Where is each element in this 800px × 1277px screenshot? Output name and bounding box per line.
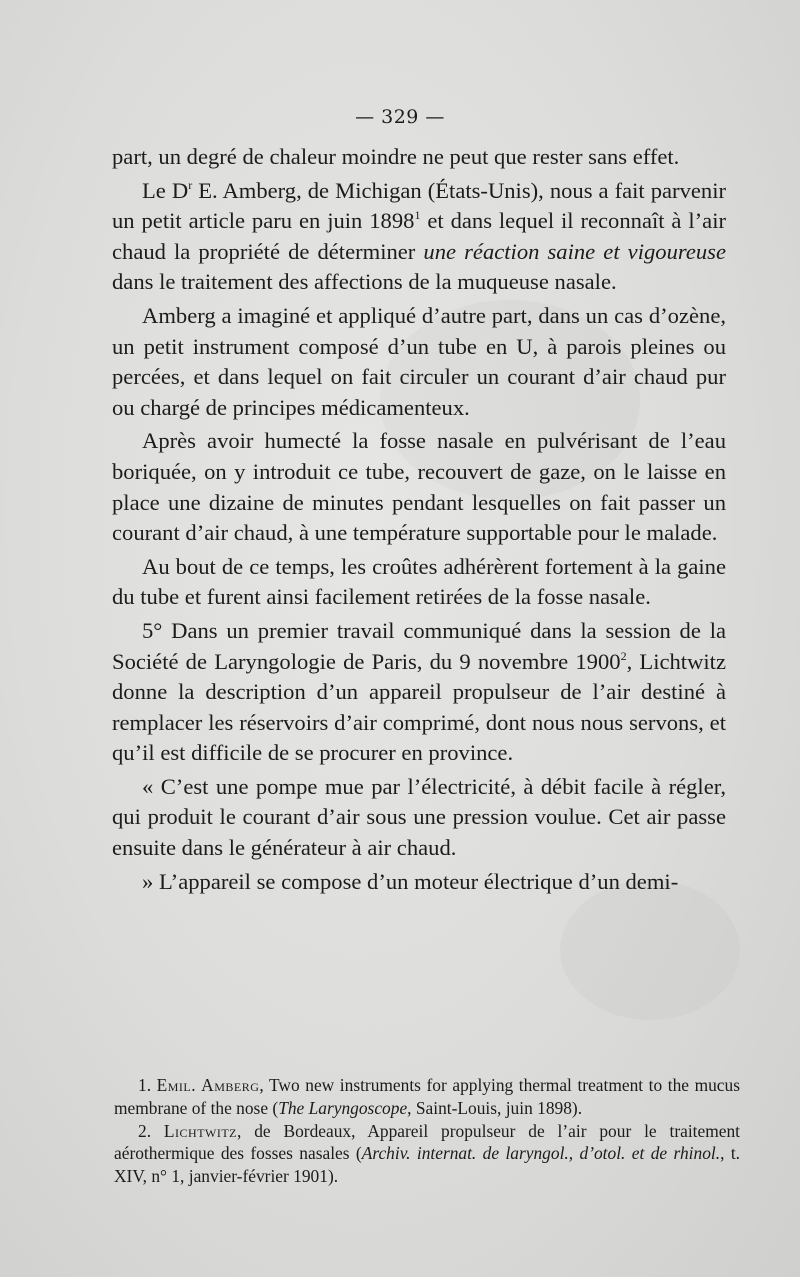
paragraph-p5 [112,552,726,613]
paragraph-p8 [112,867,726,898]
paragraph-p2 [112,176,726,298]
text-run: , t. XIV, n° 1, janvier-février 1901). [114,1143,740,1187]
text-run: Amberg a imaginé et appliqué d’autre part, dans un cas d’ozène, un petit instrument composé d’un tube en U, à parois pleines ou percées, et dans lequel on fait circuler un courant d’air chaud pur ou chargé de principes médicamenteux. [112,302,726,420]
superscript: r [188,177,193,192]
text-run: » L’appareil se compose d’un moteur électrique d’un demi- [142,868,679,894]
text-run: , de Bordeaux, Appareil propulseur de l’air pour le traitement aérothermique des fosses nasales ( [114,1120,740,1164]
text-run: 5° Dans un premier travail communiqué dans la session de la Société de Laryngologie de Paris, du 9 novembre 1900 [112,617,726,674]
footnotes [114,1074,740,1188]
page-stain [560,880,740,1020]
paragraph-p1 [112,142,726,173]
paragraph-p3 [112,301,726,423]
italic-text: The Laryngoscope [278,1097,408,1118]
text-run: , Saint-Louis, juin 1898). [407,1097,583,1118]
superscript: 1 [414,208,421,223]
text-run: E. Amberg, de Michigan (États-Unis), nous a fait parvenir un petit article paru en juin 1898 [112,177,727,234]
page-number: — 329 — [355,106,445,128]
footnote-fn2 [114,1120,740,1188]
paragraph-p6 [112,616,726,769]
text-run: « C’est une pompe mue par l’électricité, à débit facile à régler, qui produit le courant d’air sous une pression voulue. Cet air passe ensuite dans le générateur à air chaud. [112,773,726,861]
author-name: Lichtwitz [163,1120,238,1141]
superscript: 2 [620,648,627,663]
author-name: Emil. Amberg [156,1075,260,1095]
body-text [112,142,726,897]
paragraph-p4 [112,426,726,548]
text-run: Après avoir humecté la fosse nasale en pulvérisant de l’eau boriquée, on y introduit ce tube, recouvert de gaze, on le laisse en place une dizaine de minutes pendant lesquelles on fait passer un courant d’air chaud, à une température supportable pour le malade. [112,428,726,546]
text-run: 1. [138,1075,157,1095]
italic-text: une réaction saine et vigoureuse [423,238,726,264]
italic-text: Archiv. internat. de laryngol., d’otol. et de rhinol. [361,1143,721,1164]
footnote-fn1 [114,1074,740,1120]
text-run: part, un degré de chaleur moindre ne peut que rester sans effet. [112,144,680,169]
text-run: Le D [142,177,189,203]
text-run: , Two new instruments for applying thermal treatment to the mucus membrane of the nose ( [114,1075,740,1118]
text-run: 2. [138,1120,164,1141]
text-run: et dans lequel il reconnaît à l’air chaud la propriété de déterminer [112,208,727,264]
paragraph-p7 [112,772,726,864]
text-run: , Lichtwitz donne la description d’un appareil propulseur de l’air destiné à remplacer les réservoirs d’air comprimé, dont nous nous servons, et qu’il est difficile de se procurer en province. [112,648,726,766]
text-run: Au bout de ce temps, les croûtes adhérèrent fortement à la gaine du tube et furent ainsi facilement retirées de la fosse nasale. [112,553,726,610]
text-run: dans le traitement des affections de la muqueuse nasale. [112,269,617,295]
